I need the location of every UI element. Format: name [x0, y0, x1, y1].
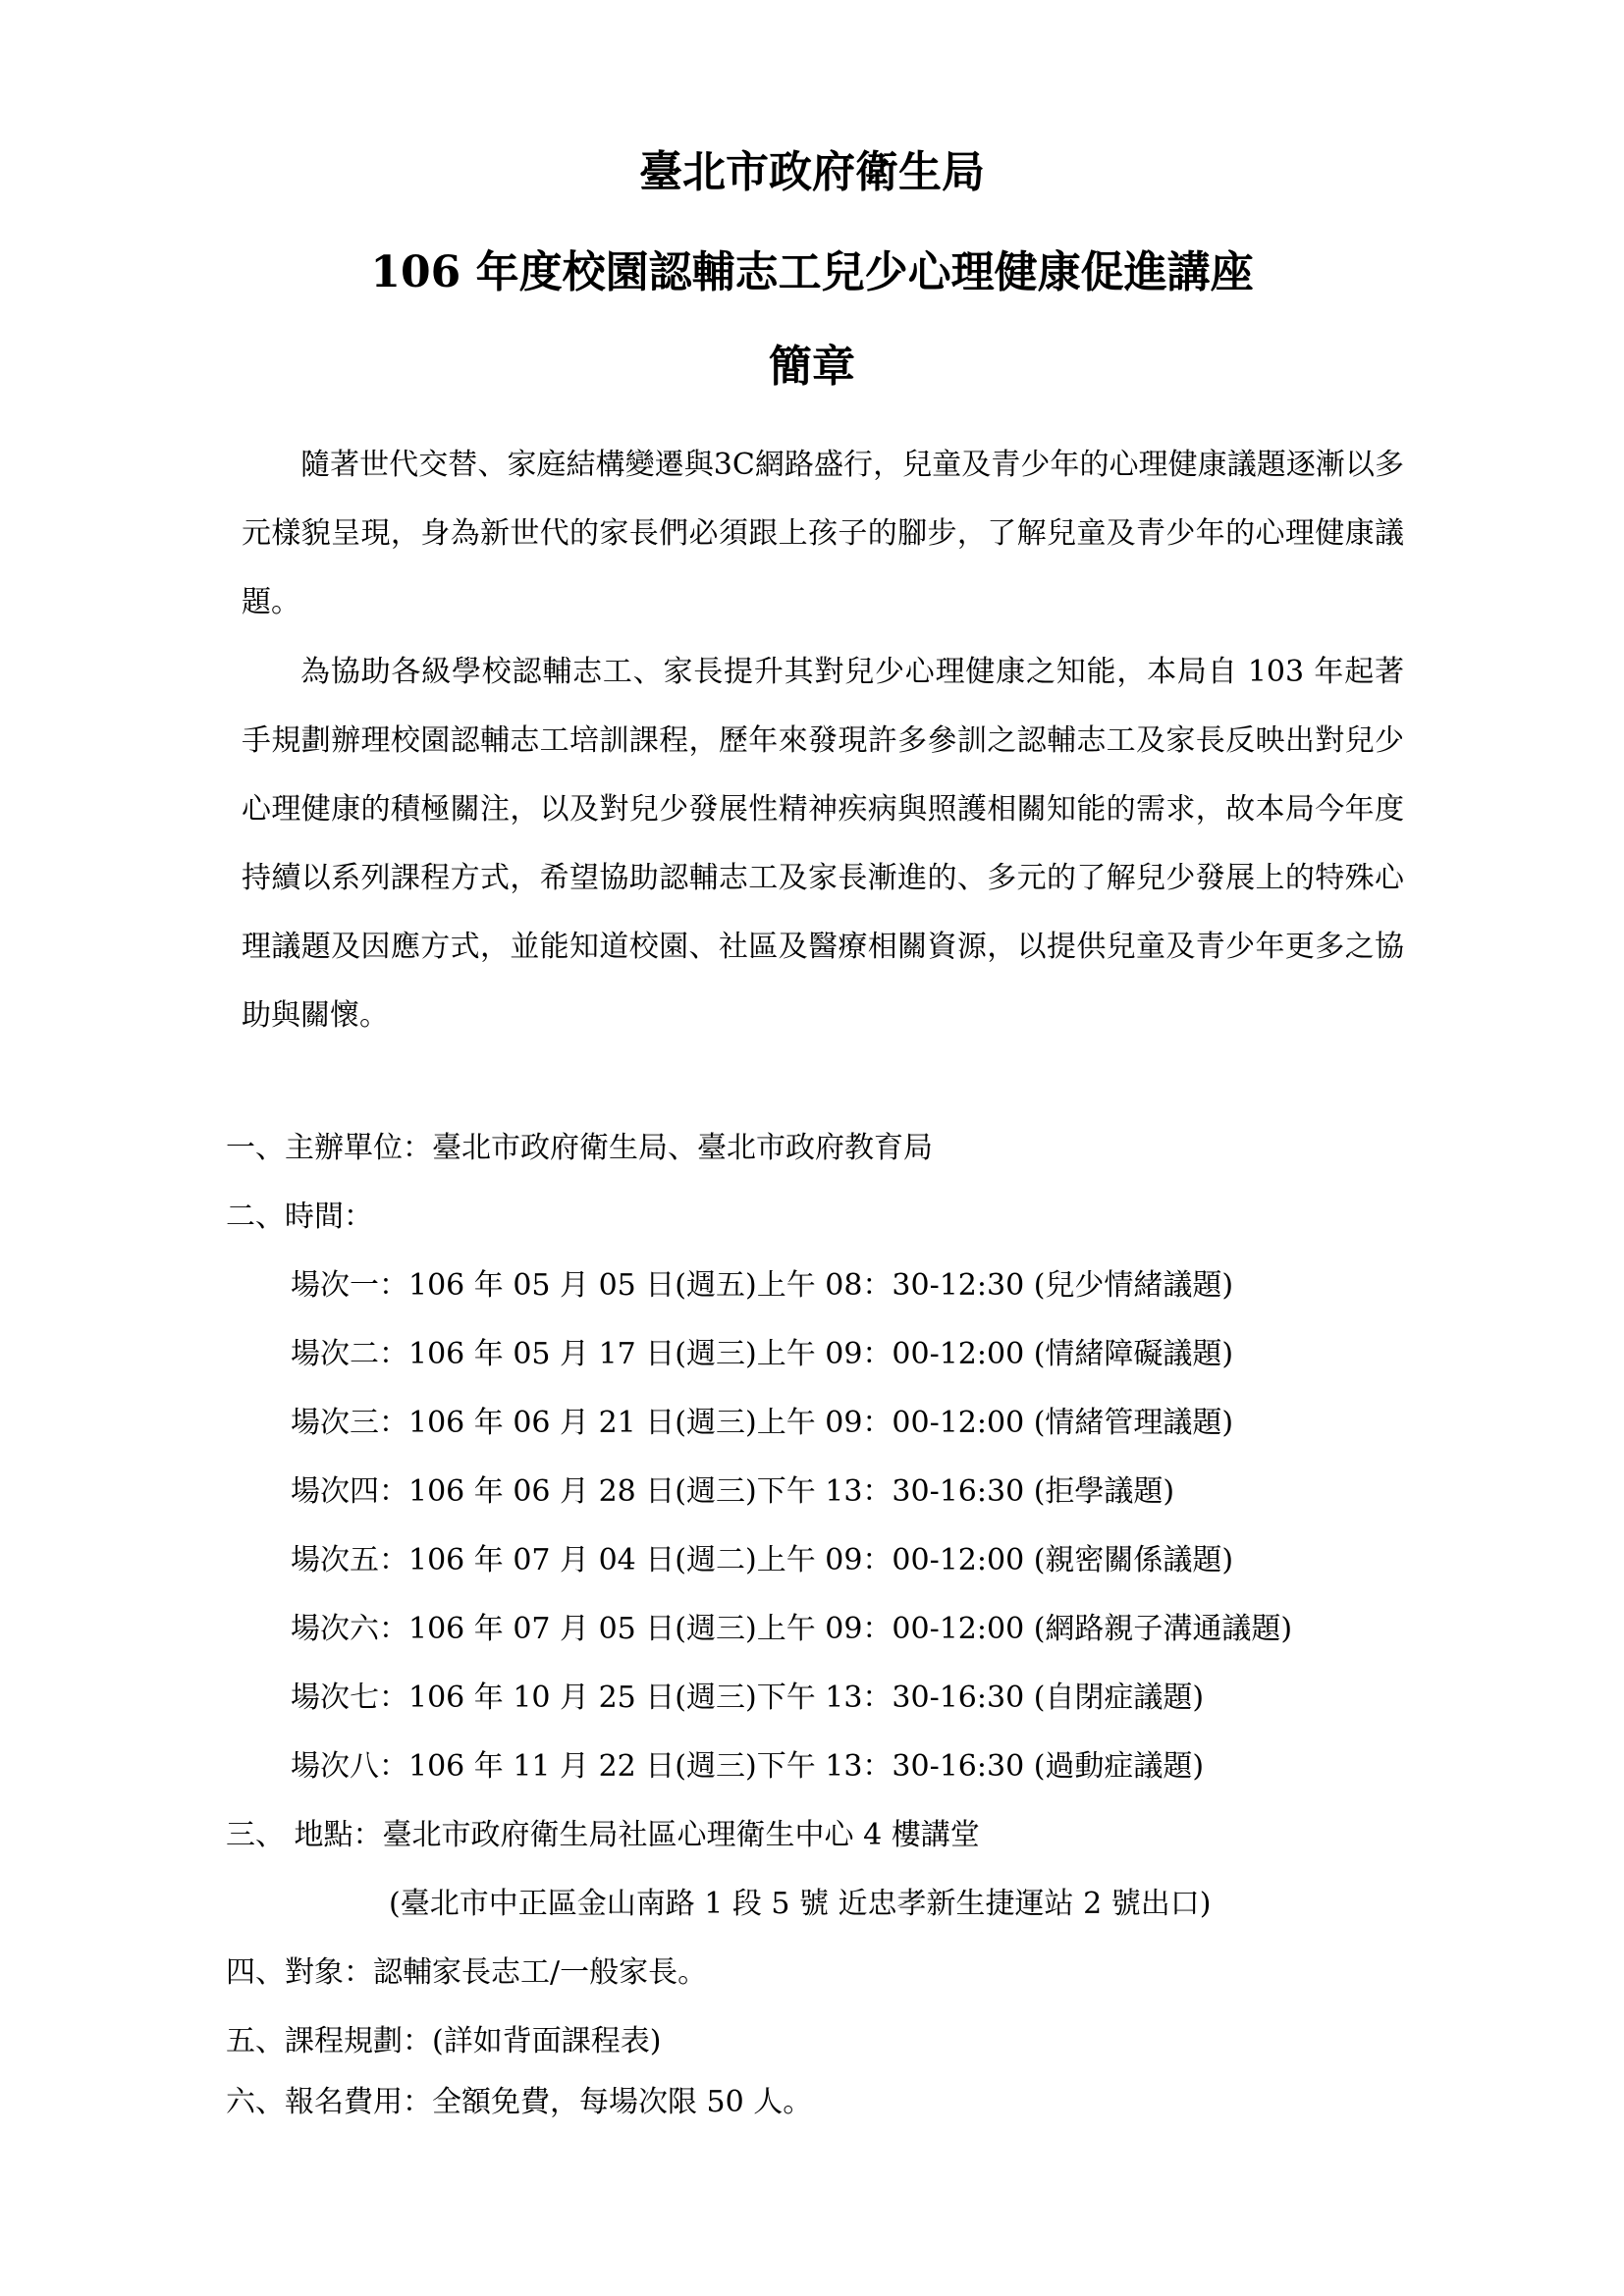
session-item: 場次七：106 年 10 月 25 日(週三)下午 13：30-16:30 (自閉症議題) [291, 1681, 1205, 1715]
session-item: 場次一：106 年 05 月 05 日(週五)上午 08：30-12:30 (兒少情緒議題) [291, 1268, 1234, 1303]
session-item: 場次二：106 年 05 月 17 日(週三)上午 09：00-12:00 (情緒障礙議題) [291, 1337, 1234, 1371]
time-heading: 二、時間： [226, 1200, 373, 1234]
event-title: 106 年度校園認輔志工兒少心理健康促進講座 [370, 247, 1254, 297]
address-line: (臺北市中正區金山南路 1 段 5 號 近忠孝新生捷運站 2 號出口) [389, 1887, 1212, 1921]
intro-paragraph-2: 為協助各級學校認輔志工、家長提升其對兒少心理健康之知能，本局自 103 年起著手規劃辦理校園認輔志工培訓課程，歷年來發現許多參訓之認輔志工及家長反映出對兒少心理健康的積極關注，以及對兒少發展性精神疾病與照護相關知能的需求，故本局今年度持續以系列課程方式，希望協助認輔志工及家長漸進的、多元的了解兒少發展上的特殊心理議題及因應方式，並能知道校園、社區及醫療相關資源，以提供兒童及青少年更多之協助與關懷。 [242, 655, 1404, 1033]
intro-paragraph-1: 隨著世代交替、家庭結構變遷與3C網路盛行，兒童及青少年的心理健康議題逐漸以多元樣貌呈現，身為新世代的家長們必須跟上孩子的腳步，了解兒童及青少年的心理健康議題。 [242, 448, 1404, 619]
agency-title: 臺北市政府衛生局 [639, 147, 985, 197]
session-item: 場次三：106 年 06 月 21 日(週三)上午 09：00-12:00 (情緒管理議題) [291, 1406, 1234, 1440]
fee-line: 六、報名費用：全額免費，每場次限 50 人。 [226, 2085, 813, 2119]
session-item: 場次四：106 年 06 月 28 日(週三)下午 13：30-16:30 (拒學議題) [291, 1474, 1175, 1509]
session-item: 場次八：106 年 11 月 22 日(週三)下午 13：30-16:30 (過動症議題) [291, 1749, 1205, 1784]
curriculum-line: 五、課程規劃：(詳如背面課程表) [226, 2024, 662, 2058]
audience-line: 四、對象：認輔家長志工/一般家長。 [226, 1955, 708, 1990]
session-item: 場次六：106 年 07 月 05 日(週三)上午 09：00-12:00 (網路親子溝通議題) [291, 1612, 1293, 1646]
session-item: 場次五：106 年 07 月 04 日(週二)上午 09：00-12:00 (親密關係議題) [291, 1543, 1234, 1577]
location-line: 三、 地點：臺北市政府衛生局社區心理衛生中心 4 樓講堂 [226, 1818, 980, 1852]
organizer-line: 一、主辦單位：臺北市政府衛生局、臺北市政府教育局 [226, 1131, 933, 1165]
document-type-title: 簡章 [769, 342, 855, 392]
